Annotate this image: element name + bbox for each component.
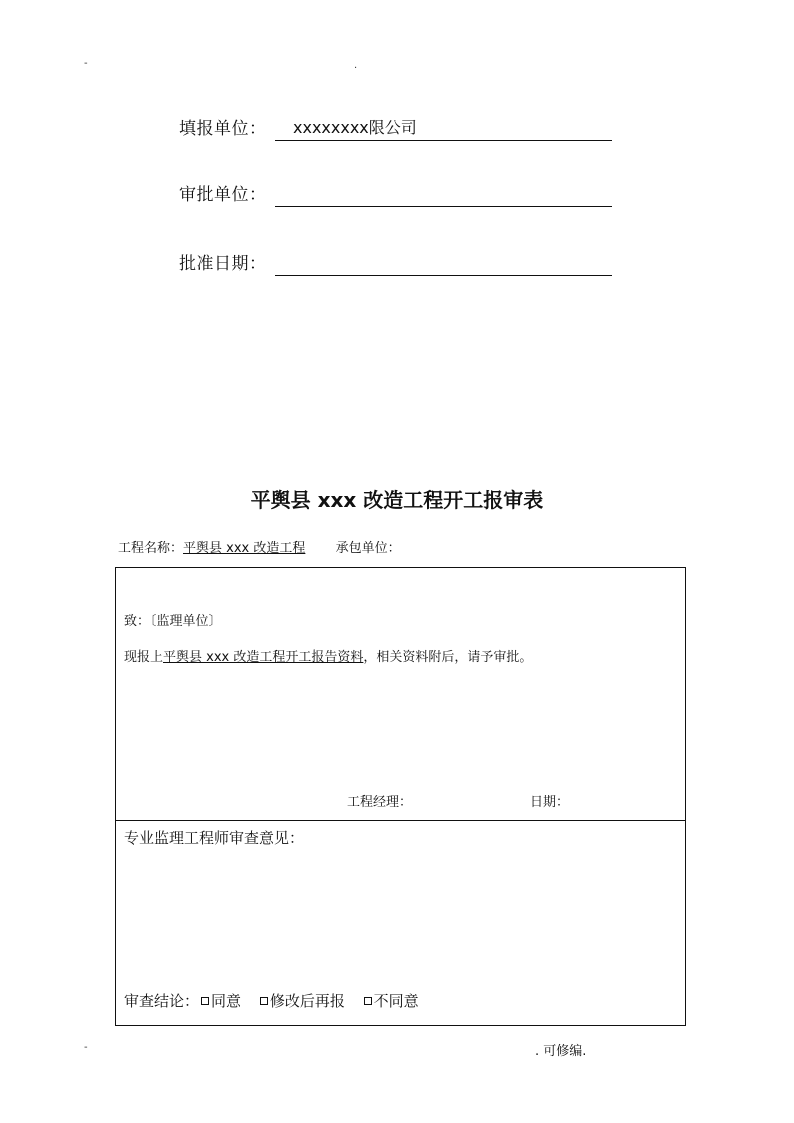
agree-option: 同意 xyxy=(211,992,242,1010)
form-title: 平舆县 xxx 改造工程开工报审表 xyxy=(250,488,544,512)
agree-checkbox[interactable] xyxy=(201,997,209,1005)
fill-unit-row xyxy=(179,115,619,141)
page-mark-top-left: - xyxy=(84,58,88,69)
date-label: 日期： xyxy=(530,795,570,810)
revise-checkbox[interactable] xyxy=(260,997,268,1005)
approval-date-label: 批准日期： xyxy=(179,254,267,274)
approval-unit-label: 审批单位： xyxy=(179,185,267,205)
table-divider xyxy=(116,820,685,821)
review-opinion-label: 专业监理工程师审查意见： xyxy=(124,829,305,847)
fill-unit-value: xxxxxxxx限公司 xyxy=(293,118,417,137)
to-line: 致：〔监理单位〕 xyxy=(124,614,222,629)
conclusion-label: 审查结论： xyxy=(124,992,200,1010)
report-statement xyxy=(124,646,532,665)
approval-unit-line[interactable] xyxy=(275,182,612,207)
revise-option: 修改后再报 xyxy=(269,992,345,1010)
disagree-option: 不同意 xyxy=(373,992,419,1010)
contractor-label: 承包单位： xyxy=(335,541,401,556)
disagree-checkbox[interactable] xyxy=(364,997,372,1005)
fill-unit-label: 填报单位： xyxy=(179,119,267,139)
editable-note: . 可修编. xyxy=(535,1044,587,1059)
approval-date-line[interactable] xyxy=(275,251,612,276)
approval-date-row xyxy=(179,250,619,276)
page-mark-top-center: . xyxy=(354,60,358,71)
project-name-label: 工程名称： xyxy=(118,541,184,556)
review-conclusion xyxy=(124,990,419,1011)
report-suffix: ，相关资料附后，请予审批。 xyxy=(363,650,533,665)
report-table xyxy=(115,567,686,1026)
project-name-value: 平舆县 xxx 改造工程 xyxy=(183,541,306,556)
report-subject: 平舆县 xxx 改造工程开工报告资料 xyxy=(163,650,364,665)
page-mark-bottom-left: - xyxy=(84,1042,88,1053)
report-prefix: 现报上 xyxy=(124,650,164,665)
manager-label: 工程经理： xyxy=(347,795,413,810)
approval-unit-row xyxy=(179,181,619,207)
fill-unit-line[interactable] xyxy=(275,116,612,141)
project-info-line xyxy=(118,537,401,556)
